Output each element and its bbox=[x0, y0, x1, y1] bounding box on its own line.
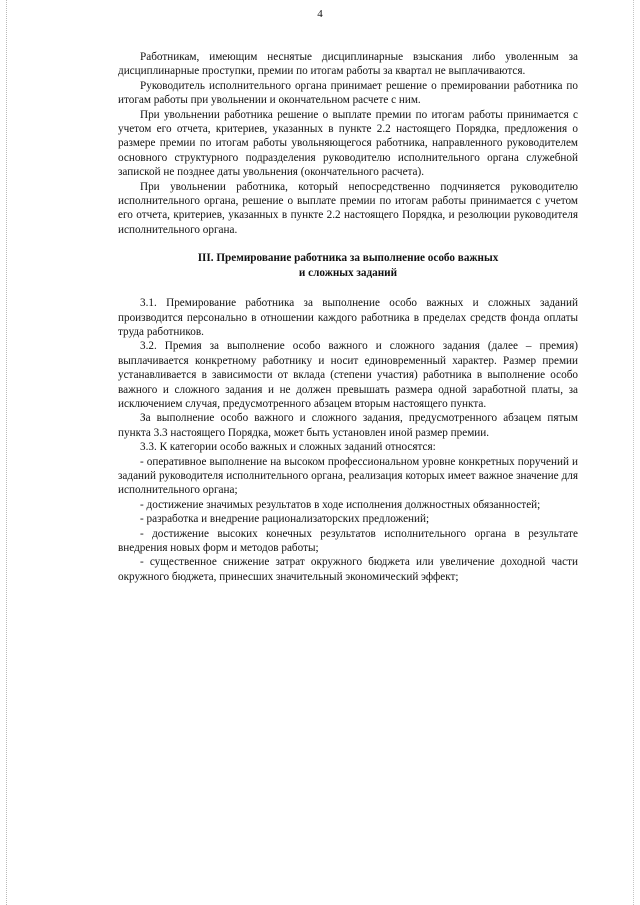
paragraph: При увольнении работника решение о выплате премии по итогам работы принимается с учетом его отчета, критериев, указанных в пункте 2.2 настоящего Порядка, предложения о размере премии по итогам работы увольняющегося работника, направленного руководителем основного структурного подразделения руководителю исполнительного органа служебной запиской не позднее даты увольнения (окончательного расчета). bbox=[118, 108, 578, 179]
section-heading bbox=[118, 251, 578, 280]
list-item: - достижение значимых результатов в ходе исполнения должностных обязанностей; bbox=[140, 498, 541, 511]
paragraph-3-1: 3.1. Премирование работника за выполнение особо важных и сложных заданий производится персонально в отношении каждого работника в пределах средств фонда оплаты труда работников. bbox=[118, 297, 578, 338]
page-number: 4 bbox=[317, 8, 323, 20]
scan-edge-right bbox=[633, 0, 635, 905]
paragraph: Руководитель исполнительного органа принимает решение о премировании работника по итогам работы при увольнении и окончательном расчете с ним. bbox=[118, 79, 578, 107]
section-heading-line1: III. Премирование работника за выполнение особо важных bbox=[197, 252, 499, 265]
paragraph: При увольнении работника, который непосредственно подчиняется руководителю исполнительного органа, решение о выплате премии по итогам работы принимается с учетом его отчета, критериев, указанных в пункте 2.2 настоящего Порядка, и резолюции руководителя исполнительного органа. bbox=[118, 180, 578, 236]
section-heading-line2: и сложных заданий bbox=[298, 266, 398, 279]
scan-edge-left bbox=[6, 0, 8, 905]
document-body bbox=[118, 50, 578, 584]
list-item: - достижение высоких конечных результатов исполнительного органа в результате внедрения новых форм и методов работы; bbox=[118, 527, 578, 554]
paragraph-3-2: 3.2. Премия за выполнение особо важного и сложного задания (далее – премия) выплачивается конкретному работнику и носит единовременный характер. Размер премии устанавливается в зависимости от вклада (степени участия) работника в выполнение особо важного и сложного задания и не должен превышать размера одной заработной платы, за исключением случая, предусмотренного абзацем вторым настоящего пункта. bbox=[118, 340, 578, 410]
list-item: - существенное снижение затрат окружного бюджета или увеличение доходной части окружного бюджета, принесших значительный экономический эффект; bbox=[118, 556, 578, 583]
paragraph: Работникам, имеющим неснятые дисциплинарные взыскания либо уволенным за дисциплинарные проступки, премии по итогам работы за квартал не выплачиваются. bbox=[118, 51, 578, 78]
paragraph: За выполнение особо важного и сложного задания, предусмотренного абзацем пятым пункта 3.3 настоящего Порядка, может быть установлен иной размер премии. bbox=[118, 412, 578, 439]
list-item: - разработка и внедрение рационализаторских предложений; bbox=[140, 513, 430, 526]
list-item: - оперативное выполнение на высоком профессиональном уровне конкретных поручений и заданий руководителя исполнительного органа, реализация которых имеет важное значение для исполнительного органа; bbox=[118, 455, 578, 497]
paragraph-3-3: 3.3. К категории особо важных и сложных заданий относятся: bbox=[140, 441, 436, 454]
